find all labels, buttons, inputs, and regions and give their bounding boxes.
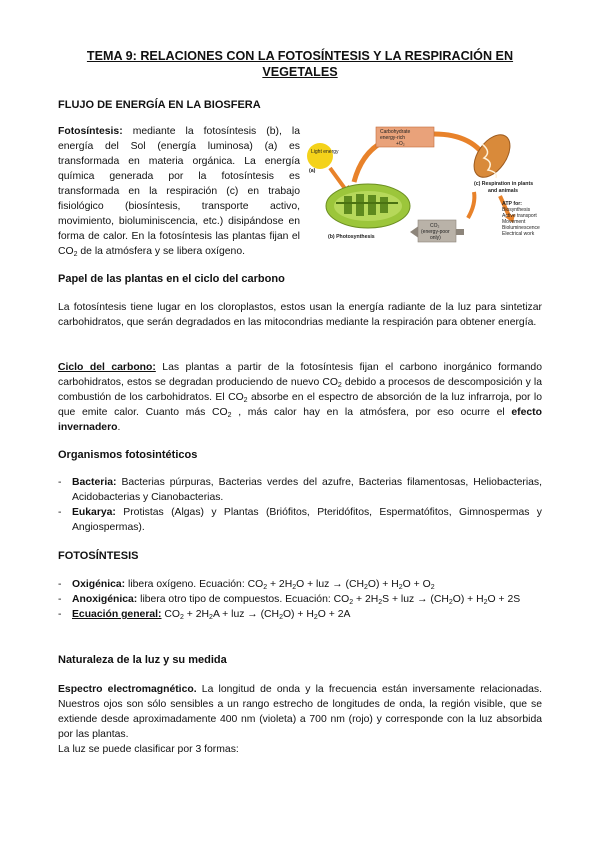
svg-text:and animals: and animals	[488, 188, 518, 194]
heading-nature-of-light: Naturaleza de la luz y su medida	[58, 654, 227, 666]
svg-text:Biosynthesis: Biosynthesis	[502, 207, 531, 213]
energy-flow-figure	[306, 122, 546, 250]
page-title: TEMA 9: RELACIONES CON LA FOTOSÍNTESIS Y LA RESPIRACIÓN EN VEGETALES	[86, 49, 514, 79]
heading-photosynthetic-organisms: Organismos fotosintéticos	[58, 449, 198, 461]
organisms-list	[58, 475, 542, 535]
paragraph-electromagnetic-spectrum: Espectro electromagnético. La longitud de onda y la frecuencia están inversamente relacionadas. Nuestros ojos son sólo sensibles a un rango estrecho de longitudes de onda, la región visible, que se extiende desde aproximadamente 400 nm (violeta) a 700 nm (rojo) y corresponde con la luz absorbida por las plantas.	[58, 684, 542, 740]
svg-text:only): only)	[430, 235, 441, 241]
arrow-to-atp	[468, 192, 474, 218]
photosynthesis-label: (b) Photosynthesis	[328, 234, 375, 240]
term-electromagnetic-spectrum: Espectro electromagnético.	[58, 684, 197, 695]
svg-text:Electrical work: Electrical work	[502, 231, 535, 237]
paragraph-light-classification: La luz se puede clasificar por 3 formas:	[58, 744, 239, 755]
list-item-bacteria: - Bacteria: Bacterias púrpuras, Bacterias verdes del azufre, Bacterias filamentosas, Heliobacterias, Acidobacterias y Cianobacterias.	[58, 477, 542, 503]
heading-energy-flow: FLUJO DE ENERGÍA EN LA BIOSFERA	[58, 99, 261, 111]
svg-text:+O₂: +O₂	[396, 141, 405, 147]
svg-text:(energy-poor: (energy-poor	[421, 229, 450, 235]
mitochondria-icon	[467, 128, 517, 183]
list-item-general-equation: - Ecuación general: $CO_2 + 2H_2A$ + luz → $(CH_2O) + H_2O + 2A$	[58, 609, 351, 621]
list-item-anoxygenic: - Anoxigénica: libera otro tipo de compuestos. Ecuación: $CO_2 + 2H_2S$ + luz → $(CH_2O) + H_2O + 2S$	[58, 594, 521, 606]
svg-text:CO₂: CO₂	[430, 223, 440, 229]
chloroplast-icon	[326, 184, 410, 228]
svg-text:Bioluminescence: Bioluminescence	[502, 225, 540, 231]
list-item-eukarya: - Eukarya: Protistas (Algas) y Plantas (Briófitos, Pteridófitos, Espermatófitos, Gimnospermas y Angiospermas).	[58, 507, 542, 533]
paragraph-photosynthesis: Fotosíntesis: mediante la fotosíntesis (b), la energía del Sol (energía luminosa) (a) es transformada en materia orgánica. La energía química generada por la fotosíntesis es transformada en la respiración (c) en trabajo fisiológico (biosíntesis, transporte activo, movimiento, bioluminiscencia, etc.) disipándose en forma de calor. En la fotosíntesis las plantas fijan el $CO_2$ de la atmósfera y se libera oxígeno.	[58, 126, 300, 258]
light-energy-label: Light energy	[311, 149, 339, 155]
photosynthesis-types-list	[58, 577, 542, 622]
term-photosynthesis: Fotosíntesis:	[58, 126, 123, 137]
svg-text:Carbohydrate: Carbohydrate	[380, 129, 411, 135]
list-item-oxygenic: - Oxigénica: libera oxígeno. Ecuación: $CO_2 + 2H_2O$ + luz → $(CH_2O) + H_2O + O_2$	[58, 579, 435, 591]
svg-text:energy-rich: energy-rich	[380, 135, 406, 141]
paragraph-chloroplasts: La fotosíntesis tiene lugar en los cloroplastos, estos usan la energía radiante de la luz para sintetizar carbohidratos, que serán degradados en las mitocondrias mediante la respiración para obtener energía.	[58, 302, 542, 328]
heading-carbon-cycle-role: Papel de las plantas en el ciclo del carbono	[58, 273, 285, 285]
paragraph-carbon-cycle: Ciclo del carbono: Las plantas a partir de la fotosíntesis fijan el carbono inorgánico formando carbohidratos, estos se degradan produciendo de nuevo $CO_2$ debido a procesos de descomposición y la combustión de los carbohidratos. El $CO_2$ absorbe en el espectro de absorción de la luz infrarroja, por lo que emite calor. Cuanto más $CO_2$ , más calor hay en la atmósfera, por eso ocurre el efecto invernadero.	[58, 362, 542, 433]
svg-text:Movement: Movement	[502, 219, 526, 225]
term-greenhouse-effect: efecto invernadero	[58, 407, 542, 433]
atp-title: ATP for:	[502, 201, 522, 207]
svg-text:Active transport: Active transport	[502, 213, 537, 219]
label-a: (a)	[309, 168, 316, 174]
sun-icon	[307, 143, 333, 169]
respiration-label: (c) Respiration in plants	[474, 181, 534, 187]
heading-photosynthesis: FOTOSÍNTESIS	[58, 550, 139, 562]
term-carbon-cycle: Ciclo del carbono:	[58, 362, 156, 373]
arrow-sun-chloroplast	[330, 168, 346, 190]
